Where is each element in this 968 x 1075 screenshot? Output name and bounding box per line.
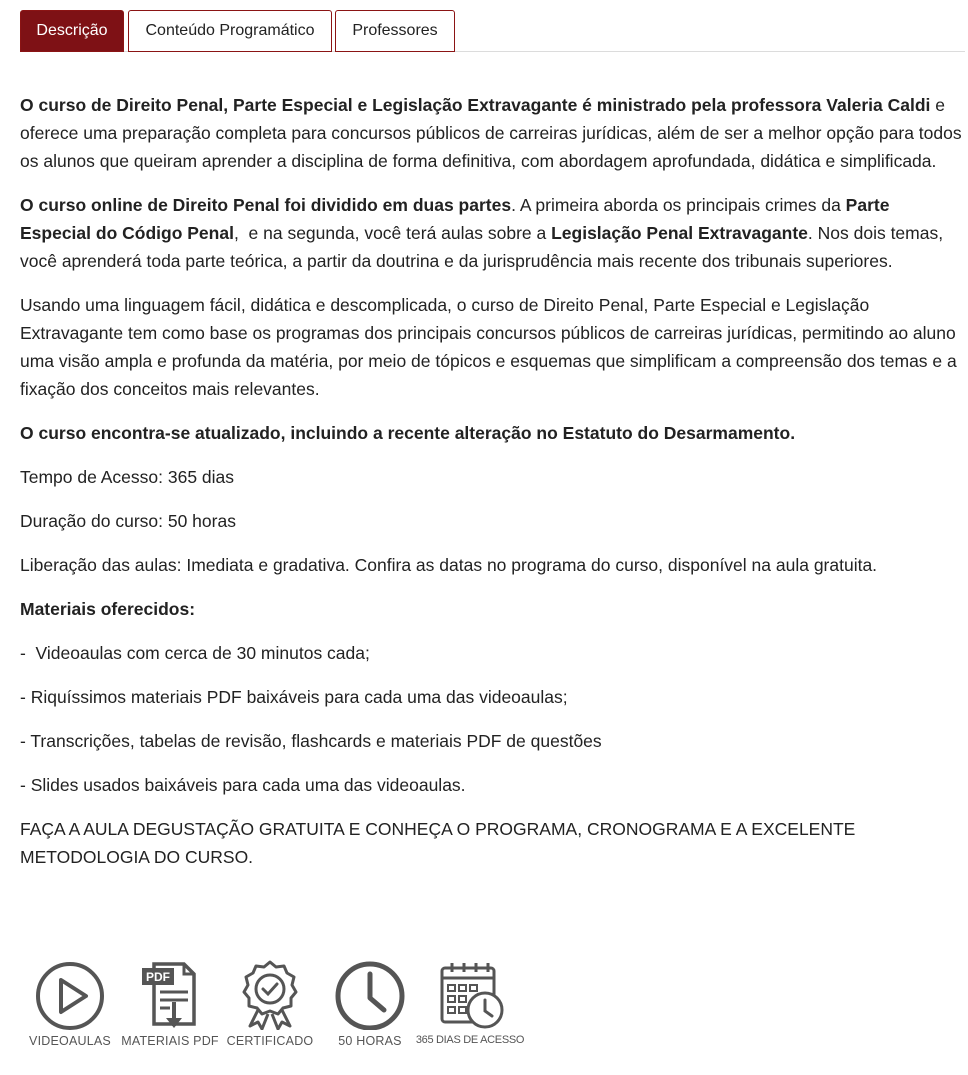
- structure-bold-1: O curso online de Direito Penal foi dividido em duas partes: [20, 195, 512, 215]
- update-bold: O curso encontra-se atualizado, incluindo a recente alteração no Estatuto do Desarmamento.: [20, 423, 796, 443]
- material-item: - Riquíssimos materiais PDF baixáveis para cada uma das videoaulas;: [20, 687, 568, 707]
- feature-label: VIDEOAULAS: [29, 1034, 111, 1048]
- feature-materiais-pdf: [120, 958, 220, 1048]
- material-item: - Slides usados baixáveis para cada uma das videoaulas.: [20, 775, 466, 795]
- feature-certificado: [220, 958, 320, 1048]
- tab-professores[interactable]: Professores: [335, 10, 455, 52]
- feature-videoaulas: [20, 958, 120, 1048]
- tab-descricao[interactable]: Descrição: [20, 10, 124, 52]
- feature-icons: [20, 958, 540, 1058]
- calendar-icon: [434, 958, 506, 1030]
- play-icon: [34, 958, 106, 1030]
- access-time: Tempo de Acesso: 365 dias: [20, 467, 235, 487]
- structure-paragraph: [20, 191, 965, 275]
- intro-text: e oferece uma preparação completa para concursos públicos de carreiras jurídicas, além de ser a melhor opção para todos os alunos que queiram aprender a disciplina de forma definitiva, com abordagem aprofundada, didática e simplificada.: [20, 95, 962, 171]
- pdf-icon: [134, 958, 206, 1030]
- structure-bold-3: Legislação Penal Extravagante: [551, 223, 808, 243]
- feature-50-horas: [320, 958, 420, 1048]
- description-content: [20, 91, 965, 887]
- feature-label: 50 HORAS: [338, 1034, 402, 1048]
- structure-text-1: . A primeira aborda os principais crimes da: [511, 195, 846, 215]
- structure-text-2: , e na segunda, você terá aulas sobre a: [233, 223, 552, 243]
- feature-365-dias: [415, 958, 525, 1046]
- course-duration: Duração do curso: 50 horas: [20, 511, 236, 531]
- tab-bar: [20, 10, 965, 52]
- intro-bold: O curso de Direito Penal, Parte Especial e Legislação Extravagante é ministrado pela professora Valeria Caldi: [20, 95, 931, 115]
- certificate-icon: [234, 958, 306, 1030]
- language-paragraph: Usando uma linguagem fácil, didática e descomplicada, o curso de Direito Penal, Parte Especial e Legislação Extravagante tem como base os programas dos principais concursos públicos de carreiras jurídicas, permitindo ao aluno uma visão ampla e profunda da matéria, por meio de tópicos e esquemas que simplificam a compreensão dos temas e a fixação dos conceitos mais relevantes.: [20, 295, 957, 399]
- feature-label: CERTIFICADO: [226, 1034, 314, 1048]
- materials-title-bold: Materiais oferecidos:: [20, 599, 196, 619]
- feature-label: MATERIAIS PDF: [121, 1034, 219, 1048]
- materials-title: [20, 595, 965, 623]
- release-info: Liberação das aulas: Imediata e gradativa. Confira as datas no programa do curso, disponível na aula gratuita.: [20, 555, 878, 575]
- feature-label: 365 DIAS DE ACESSO: [415, 1034, 525, 1046]
- intro-paragraph: [20, 91, 965, 175]
- material-item: - Videoaulas com cerca de 30 minutos cada;: [20, 643, 370, 663]
- tab-conteudo-programatico[interactable]: Conteúdo Programático: [128, 10, 332, 52]
- update-paragraph: [20, 419, 965, 447]
- structure-text-3: . Nos dois temas, você aprenderá toda parte teórica, a partir da doutrina e da jurisprudência mais recente dos tribunais superiores.: [20, 223, 944, 271]
- clock-icon: [334, 958, 406, 1030]
- structure-bold-2: Parte Especial do Código Penal: [20, 195, 890, 243]
- cta-text: FAÇA A AULA DEGUSTAÇÃO GRATUITA E CONHEÇA O PROGRAMA, CRONOGRAMA E A EXCELENTE METODOLOGIA DO CURSO.: [20, 819, 856, 867]
- svg-text:PDF: PDF: [146, 970, 170, 984]
- material-item: - Transcrições, tabelas de revisão, flashcards e materiais PDF de questões: [20, 731, 602, 751]
